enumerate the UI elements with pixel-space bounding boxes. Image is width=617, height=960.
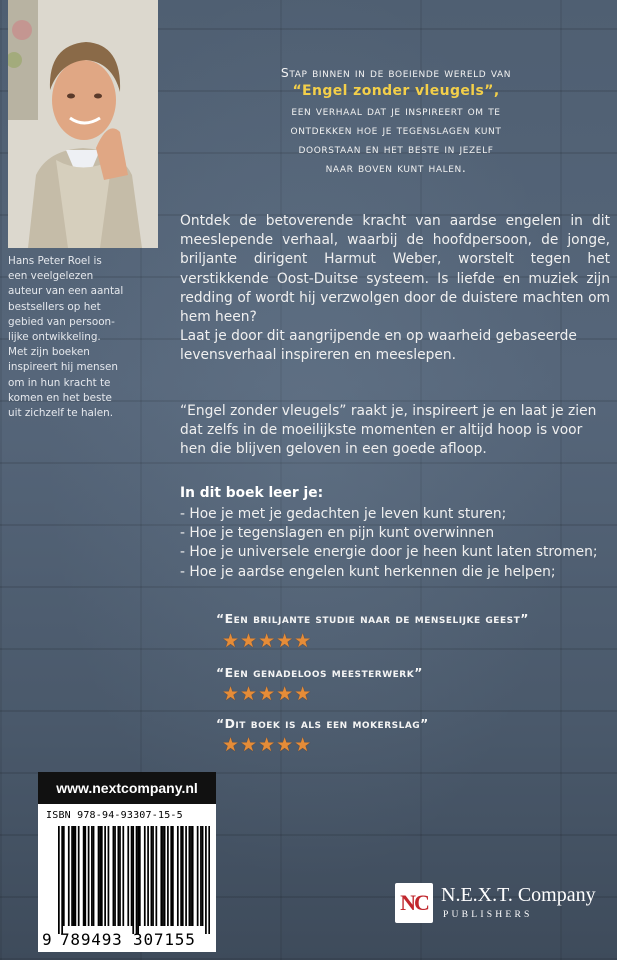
star-rating: ★★★★★ <box>222 630 313 652</box>
bio-line: auteur van een aantal <box>8 285 124 298</box>
barcode-bar <box>164 826 166 926</box>
barcode-bar <box>99 826 101 926</box>
learn-heading: In dit boek leer je: <box>180 485 324 501</box>
publisher-name: N.E.X.T. Company <box>441 884 596 906</box>
isbn-number: ISBN 978-94-93307-15-5 <box>46 810 183 821</box>
barcode-bar <box>180 826 182 926</box>
author-photo <box>8 0 158 248</box>
bio-line: inspireert hij mensen <box>8 361 118 374</box>
barcode-bar <box>93 826 95 926</box>
publisher-mark-text: NC <box>400 890 428 915</box>
barcode-bar <box>151 826 153 926</box>
barcode-bar <box>177 826 179 926</box>
barcode-bar <box>170 826 172 926</box>
summary-paragraph <box>180 402 610 460</box>
bio-line: komen en het beste <box>8 391 112 404</box>
barcode-bar <box>137 826 139 934</box>
barcode-bar <box>200 826 202 926</box>
list-item: - Hoe je tegenslagen en pijn kunt overwinnen <box>180 525 495 542</box>
barcode-bar <box>160 826 162 926</box>
barcode-bar <box>205 826 207 934</box>
bio-line: gebied van persoon- <box>8 315 115 328</box>
barcode-bar <box>78 826 80 926</box>
publisher-logo <box>395 883 605 923</box>
barcode-bar <box>197 826 199 926</box>
bio-line: bestsellers op het <box>8 300 101 313</box>
intro-line: doorstaan en het beste in jezelf <box>298 141 494 156</box>
barcode-bar <box>139 826 141 926</box>
barcode-bar <box>208 826 210 934</box>
barcode-bar <box>83 826 85 926</box>
list-item: - Hoe je met je gedachten je leven kunt sturen; <box>180 506 507 522</box>
intro-line: naar boven kunt halen. <box>325 160 467 175</box>
barcode-bar <box>132 826 134 934</box>
barcode-bar <box>202 826 204 926</box>
barcode-bar <box>88 826 90 926</box>
author-bio <box>8 254 158 421</box>
barcode-bar <box>167 826 169 926</box>
star-rating: ★★★★★ <box>222 734 313 756</box>
intro-line: Stap binnen in de boeiende wereld van <box>280 65 512 80</box>
publisher-url: www.nextcompany.nl <box>38 772 216 804</box>
barcode-bar <box>131 826 133 926</box>
barcode-bar <box>114 826 116 926</box>
barcode-bar <box>185 826 187 926</box>
publisher-mark-icon <box>395 883 433 923</box>
barcode-bar <box>104 826 106 926</box>
list-item: - Hoe je universele energie door je heen kunt laten stromen; <box>180 544 598 561</box>
barcode-bar <box>147 826 149 926</box>
barcode-bar <box>190 826 192 926</box>
bio-line: een veelgelezen <box>8 270 94 283</box>
barcode-bar <box>119 826 121 926</box>
bio-line: Hans Peter Roel is <box>8 255 102 267</box>
barcode-bar <box>189 826 191 926</box>
barcode-bar <box>172 826 174 926</box>
intro-line: een verhaal dat je inspireert om te <box>291 103 501 118</box>
publisher-subtitle: PUBLISHERS <box>443 909 533 920</box>
barcode-bar <box>108 826 110 926</box>
description-text: Laat je door dit aangrijpende en op waarheid gebaseerde levensverhaal inspireren en meeslepen. <box>180 328 577 364</box>
description-paragraph <box>180 212 610 366</box>
barcode-bar <box>136 826 138 934</box>
barcode-bar <box>91 826 93 926</box>
barcode-bar <box>73 826 75 926</box>
description-text: Ontdek de betoverende kracht van aardse engelen in dit meeslepende verhaal, waarbij de hoofdpersoon, de jonge, briljante dirigent Harmut Weber, worstelt tegen het verstikkende Oost-Duitse systeem. Is liefde en muziek zijn redding of wordt hij verzwolgen door de duistere machten om hem heen? <box>180 213 610 326</box>
barcode-bar <box>101 826 103 926</box>
intro-blurb <box>180 63 612 177</box>
barcode-bar <box>127 826 129 926</box>
review-quote: “Een genadeloos meesterwerk” <box>216 665 423 680</box>
barcode-bar <box>84 826 86 926</box>
barcode-bar <box>71 826 73 926</box>
review-quote: “Dit boek is als een mokerslag” <box>216 716 429 731</box>
barcode-bar <box>117 826 119 926</box>
bio-line: Met zijn boeken <box>8 346 90 359</box>
barcode-bar <box>182 826 184 926</box>
ean-digits: 789493 307155 <box>60 930 196 949</box>
barcode-bar <box>152 826 154 926</box>
barcode-bar <box>75 826 77 926</box>
barcode-bar <box>144 826 146 926</box>
star-rating: ★★★★★ <box>222 683 313 705</box>
barcode-bar <box>58 826 60 934</box>
barcode-bars <box>58 826 210 934</box>
barcode-bar <box>63 826 65 926</box>
barcode-bar <box>122 826 124 926</box>
summary-text: “Engel zonder vleugels” raakt je, inspireert je en laat je zien dat zelfs in de moeilijkste momenten er altijd hoop is voor hen die blijven geloven in een goede afloop. <box>180 403 597 458</box>
list-item: - Hoe je aardse engelen kunt herkennen die je helpen; <box>180 563 556 580</box>
bio-line: om in hun kracht te <box>8 376 111 389</box>
bio-line: lijke ontwikkeling. <box>8 331 101 344</box>
barcode-block <box>38 804 216 952</box>
learn-list <box>180 505 610 582</box>
intro-line: ontdekken hoe je tegenslagen kunt <box>290 122 502 137</box>
review-quote: “Een briljante studie naar de menselijke geest” <box>216 611 529 626</box>
ean-prefix: 9 <box>42 930 52 949</box>
barcode-bar <box>68 826 70 926</box>
barcode-bar <box>61 826 63 934</box>
barcode-bar <box>113 826 115 926</box>
book-title: “Engel zonder vleugels”, <box>292 83 500 99</box>
barcode-bar <box>192 826 194 926</box>
barcode-bar <box>98 826 100 926</box>
bio-line: uit zichzelf te halen. <box>8 407 114 420</box>
barcode-bar <box>155 826 157 926</box>
barcode-bar <box>162 826 164 926</box>
